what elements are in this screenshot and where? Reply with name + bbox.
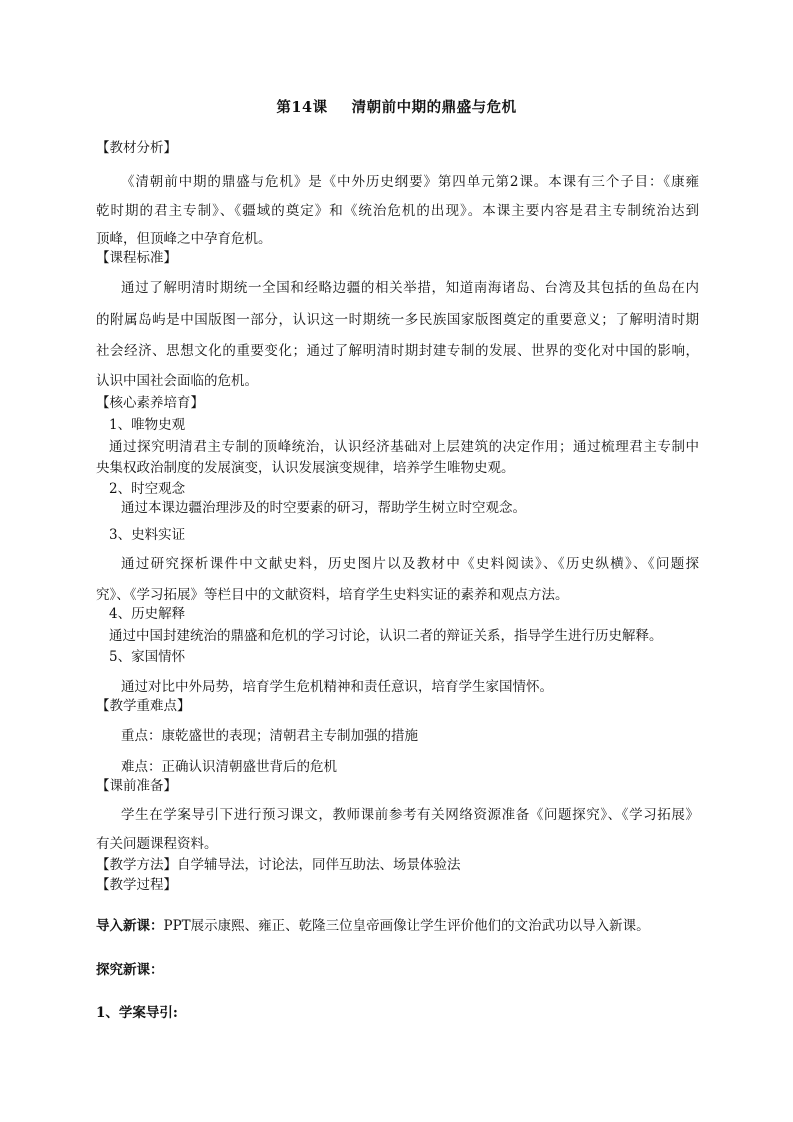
lesson-number: 第14课 bbox=[276, 99, 328, 116]
paragraph-line: 央集权政治制度的发展演变，认识发展演变规律，培养学生唯物史观。 bbox=[96, 460, 515, 476]
paragraph-line: 通过中国封建统治的鼎盛和危机的学习讨论，认识二者的辩证关系，指导学生进行历史解释。 bbox=[109, 628, 663, 644]
intro-text: PPT展示康熙、雍正、乾隆三位皇帝画像让学生评价他们的文治武功以导入新课。 bbox=[163, 918, 650, 934]
section-heading-textbook-analysis: 【教材分析】 bbox=[96, 140, 177, 156]
paragraph-line: 乾时期的君主专制》、《疆域的奠定》和《统治危机的出现》。本课主要内容是君主专制统治达到 bbox=[96, 203, 699, 219]
section-heading-methods: 【教学方法】 bbox=[96, 857, 177, 873]
section-heading-preparation: 【课前准备】 bbox=[96, 778, 177, 794]
literacy-item-title: 3、史料实证 bbox=[109, 527, 186, 543]
section-heading-core-literacy: 【核心素养培育】 bbox=[96, 395, 204, 411]
literacy-item-title: 4、历史解释 bbox=[109, 606, 186, 622]
page-title bbox=[0, 96, 793, 117]
paragraph-line: 通过本课边疆治理涉及的时空要素的研习，帮助学生树立时空观念。 bbox=[121, 500, 526, 516]
section-heading-curriculum-standard: 【课程标准】 bbox=[96, 250, 177, 266]
paragraph-line: 顶峰，但顶峰之中孕育危机。 bbox=[96, 231, 272, 247]
intro-line bbox=[96, 918, 650, 934]
paragraph-line: 通过对比中外局势，培育学生危机精神和责任意识，培育学生家国情怀。 bbox=[121, 679, 553, 695]
key-point: 重点：康乾盛世的表现；清朝君主专制加强的措施 bbox=[121, 728, 418, 744]
difficult-point: 难点：正确认识清朝盛世背后的危机 bbox=[121, 759, 337, 775]
intro-label: 导入新课： bbox=[96, 918, 164, 934]
section-heading-process: 【教学过程】 bbox=[96, 877, 177, 893]
paragraph-line: 有关问题课程资料。 bbox=[96, 836, 218, 852]
explore-label: 探究新课： bbox=[96, 962, 164, 978]
paragraph-line: 学生在学案导引下进行预习课文，教师课前参考有关网络资源准备《问题探究》、《学习拓展》 bbox=[121, 807, 699, 823]
paragraph-line: 社会经济、思想文化的重要变化；通过了解明清时期封建专制的发展、世界的变化对中国的影响， bbox=[96, 343, 699, 359]
paragraph-line: 《清朝前中期的鼎盛与危机》是《中外历史纲要》第四单元第2课。本课有三个子目：《康雍 bbox=[121, 174, 699, 190]
paragraph-line: 的附属岛屿是中国版图一部分，认识这一时期统一多民族国家版图奠定的重要意义；了解明清时期 bbox=[96, 312, 699, 328]
paragraph-line: 通过了解明清时期统一全国和经略边疆的相关举措，知道南海诸岛、台湾及其包括的鱼岛在内 bbox=[121, 280, 699, 296]
lesson-name: 清朝前中期的鼎盛与危机 bbox=[351, 99, 517, 116]
paragraph-line: 通过探究明清君主专制的顶峰统治，认识经济基础对上层建筑的决定作用；通过梳理君主专制中 bbox=[109, 439, 699, 455]
paragraph-line: 认识中国社会面临的危机。 bbox=[96, 373, 258, 389]
guide-label: 1、学案导引: bbox=[96, 1005, 178, 1021]
literacy-item-title: 1、唯物史观 bbox=[109, 417, 186, 433]
literacy-item-title: 5、家国情怀 bbox=[109, 649, 186, 665]
methods-line bbox=[96, 857, 461, 873]
section-heading-key-difficult: 【教学重难点】 bbox=[96, 698, 191, 714]
methods-text: 自学辅导法，讨论法，同伴互助法、场景体验法 bbox=[177, 857, 461, 873]
paragraph-line: 通过研究探析课件中文献史料，历史图片以及教材中《史料阅读》、《历史纵横》、《问题探 bbox=[121, 556, 699, 572]
paragraph-line: 究》、《学习拓展》等栏目中的文献资料，培育学生史料实证的素养和观点方法。 bbox=[96, 587, 569, 603]
literacy-item-title: 2、时空观念 bbox=[109, 481, 186, 497]
